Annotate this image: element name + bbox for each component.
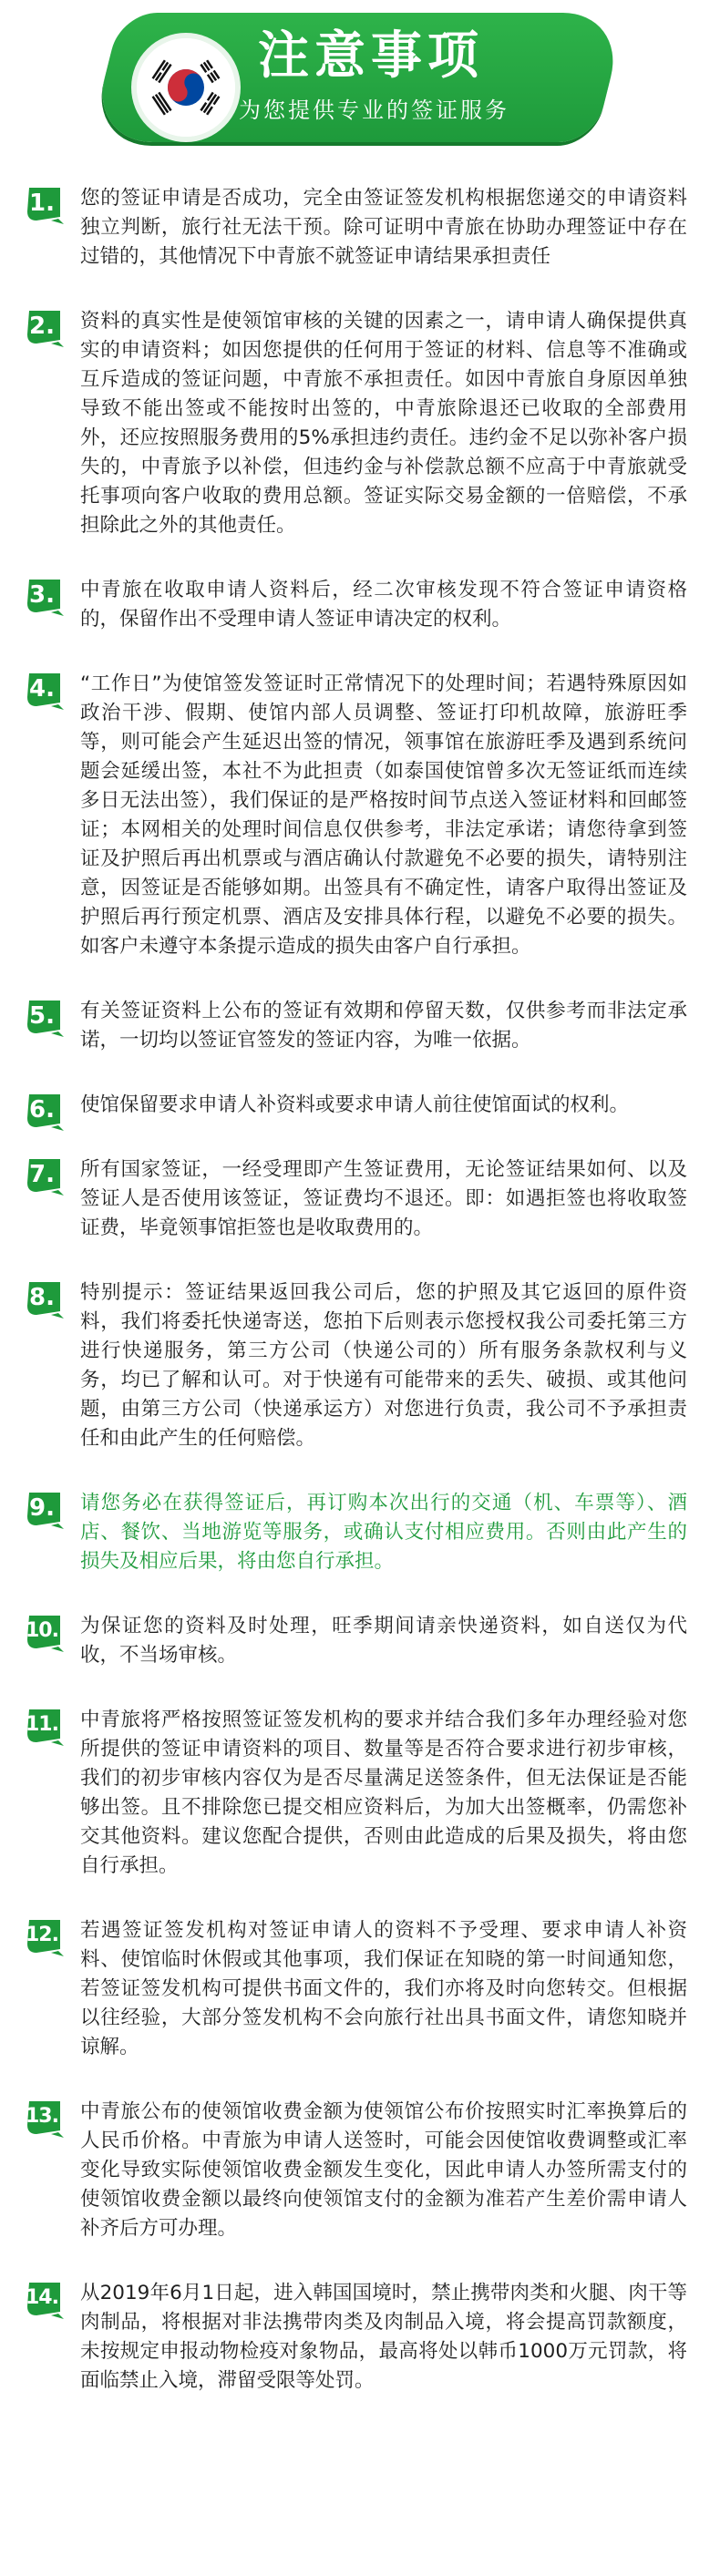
notice-text: 有关签证资料上公布的签证有效期和停留天数，仅供参考而非法定承诺，一切均以签证官签发的签证内容，为唯一依据。 xyxy=(80,1000,687,1052)
notice-text: 使馆保留要求申请人补资料或要求申请人前往使馆面试的权利。 xyxy=(80,1093,630,1116)
number-badge-icon xyxy=(24,670,64,710)
number-badge-label: 4. xyxy=(29,675,55,703)
page-title: 注意事项 xyxy=(258,26,484,86)
notice-text: 所有国家签证，一经受理即产生签证费用，无论签证结果如何、以及签证人是否使用该签证，签证费均不退还。即：如遇拒签也将收取签证费，毕竟领事馆拒签也是收取费用的。 xyxy=(80,1158,687,1239)
number-badge-label: 3. xyxy=(29,581,55,609)
notice-item-4 xyxy=(0,670,720,961)
notice-item-2 xyxy=(0,307,720,540)
number-badge-icon xyxy=(24,1489,64,1529)
notice-text: 若遇签证签发机构对签证申请人的资料不予受理、要求申请人补资料、使馆临时休假或其他事项，我们保证在知晓的第一时间通知您，若签证签发机构可提供书面文件的，我们亦将及时向您转交。但根据以往经验，大部分签发机构不会向旅行社出具书面文件，请您知晓并谅解。 xyxy=(80,1919,687,2058)
notice-text: 中青旅在收取申请人资料后，经二次审核发现不符合签证申请资格的，保留作出不受理申请人签证申请决定的权利。 xyxy=(80,579,687,631)
number-badge-icon xyxy=(24,1091,64,1131)
notice-text-highlighted: 请您务必在获得签证后，再订购本次出行的交通（机、车票等）、酒店、餐饮、当地游览等服务，或确认支付相应费用。否则由此产生的损失及相应后果，将由您自行承担。 xyxy=(80,1492,687,1573)
number-badge-icon xyxy=(24,997,64,1037)
notice-text: 为保证您的资料及时处理，旺季期间请亲快递资料，如自送仅为代收，不当场审核。 xyxy=(80,1615,687,1667)
number-badge-icon xyxy=(24,184,64,224)
number-badge-icon xyxy=(24,576,64,616)
notice-item-13 xyxy=(0,2098,720,2243)
number-badge-label: 6. xyxy=(29,1096,55,1124)
number-badge-label: 9. xyxy=(29,1494,55,1522)
number-badge-icon xyxy=(24,307,64,347)
number-badge-icon xyxy=(24,1155,64,1196)
number-badge-icon xyxy=(24,1612,64,1652)
notice-item-1 xyxy=(0,184,720,272)
notice-item-12 xyxy=(0,1916,720,2062)
number-badge-label: 13. xyxy=(26,2105,58,2128)
notice-item-9 xyxy=(0,1489,720,1576)
number-badge-label: 1. xyxy=(29,190,55,217)
number-badge-icon xyxy=(24,2279,64,2319)
notice-text: 特别提示：签证结果返回我公司后，您的护照及其它返回的原件资料，我们将委托快递寄送，您拍下后则表示您授权我公司委托第三方进行快递服务，第三方公司（快递公司的）所有服务条款权利与义务，均已了解和认可。对于快递有可能带来的丢失、破损、或其他问题，由第三方公司（快递承运方）对您进行负责，我公司不予承担责任和由此产生的任何赔偿。 xyxy=(80,1281,687,1450)
number-badge-icon xyxy=(24,1916,64,1956)
notice-text: 从2019年6月1日起，进入韩国国境时，禁止携带肉类和火腿、肉干等肉制品，将根据对非法携带肉类及肉制品入境，将会提高罚款额度，未按规定申报动物检疫对象物品，最高将处以韩币1000万元罚款，将面临禁止入境，滞留受限等处罚。 xyxy=(80,2282,688,2392)
korea-flag-icon xyxy=(137,38,235,137)
notice-item-11 xyxy=(0,1706,720,1881)
number-badge-label: 12. xyxy=(26,1924,58,1946)
notice-item-10 xyxy=(0,1612,720,1670)
page-subtitle: 为您提供专业的签证服务 xyxy=(239,97,509,123)
notice-item-8 xyxy=(0,1278,720,1453)
number-badge-icon xyxy=(24,1706,64,1746)
header xyxy=(0,0,720,146)
notice-item-3 xyxy=(0,576,720,634)
notice-text: 中青旅将严格按照签证签发机构的要求并结合我们多年办理经验对您所提供的签证申请资料的项目、数量等是否符合要求进行初步审核，我们的初步审核内容仅为是否尽量满足送签条件，但无法保证是否能够出签。且不排除您已提交相应资料后，为加大出签概率，仍需您补交其他资料。建议您配合提供，否则由此造成的后果及损失，将由您自行承担。 xyxy=(80,1709,687,1877)
notice-item-14 xyxy=(0,2279,720,2396)
number-badge-label: 14. xyxy=(26,2286,58,2309)
notice-text: 您的签证申请是否成功，完全由签证签发机构根据您递交的申请资料独立判断，旅行社无法干预。除可证明中青旅在协助办理签证中存在过错的，其他情况下中青旅不就签证申请结果承担责任 xyxy=(80,187,687,268)
notice-text: “工作日”为使馆签发签证时正常情况下的处理时间；若遇特殊原因如政治干涉、假期、使馆内部人员调整、签证打印机故障，旅游旺季等，则可能会产生延迟出签的情况，领事馆在旅游旺季及遇到系统问题会延缓出签，本社不为此担责（如泰国使馆曾多次无签证纸而连续多日无法出签），我们保证的是严格按时间节点送入签证材料和回邮签证；本网相关的处理时间信息仅供参考，非法定承诺；请您待拿到签证及护照后再出机票或与酒店确认付款避免不必要的损失，请特别注意，因签证是否能够如期。出签具有不确定性，请客户取得出签证及护照后再行预定机票、酒店及安排具体行程，以避免不必要的损失。如客户未遵守本条提示造成的损失由客户自行承担。 xyxy=(80,672,687,958)
number-badge-label: 8. xyxy=(29,1284,55,1311)
notice-item-7 xyxy=(0,1155,720,1243)
number-badge-label: 2. xyxy=(29,313,55,340)
notice-item-5 xyxy=(0,997,720,1055)
number-badge-icon xyxy=(24,1278,64,1319)
notice-text: 中青旅公布的使领馆收费金额为使领馆公布价按照实时汇率换算后的人民币价格。中青旅为申请人送签时，可能会因使馆收费调整或汇率变化导致实际使领馆收费金额发生变化，因此申请人办签所需支付的使领馆收费金额以最终向使领馆支付的金额为准若产生差价需申请人补齐后方可办理。 xyxy=(80,2100,687,2240)
number-badge-label: 7. xyxy=(29,1161,55,1188)
number-badge-label: 10. xyxy=(26,1619,58,1642)
number-badge-label: 11. xyxy=(26,1713,58,1736)
notice-item-6 xyxy=(0,1091,720,1124)
number-badge-icon xyxy=(24,2098,64,2138)
number-badge-label: 5. xyxy=(29,1002,55,1030)
notice-text: 资料的真实性是使领馆审核的关键的因素之一，请申请人确保提供真实的申请资料；如因您提供的任何用于签证的材料、信息等不准确或互斥造成的签证问题，中青旅不承担责任。如因中青旅自身原因单独导致不能出签或不能按时出签的，中青旅除退还已收取的全部费用外，还应按照服务费用的5%承担违约责任。违约金不足以弥补客户损失的，中青旅予以补偿，但违约金与补偿款总额不应高于中青旅就受托事项向客户收取的费用总额。签证实际交易金额的一倍赔偿，不承担除此之外的其他责任。 xyxy=(80,310,687,537)
notice-list xyxy=(0,184,720,2431)
